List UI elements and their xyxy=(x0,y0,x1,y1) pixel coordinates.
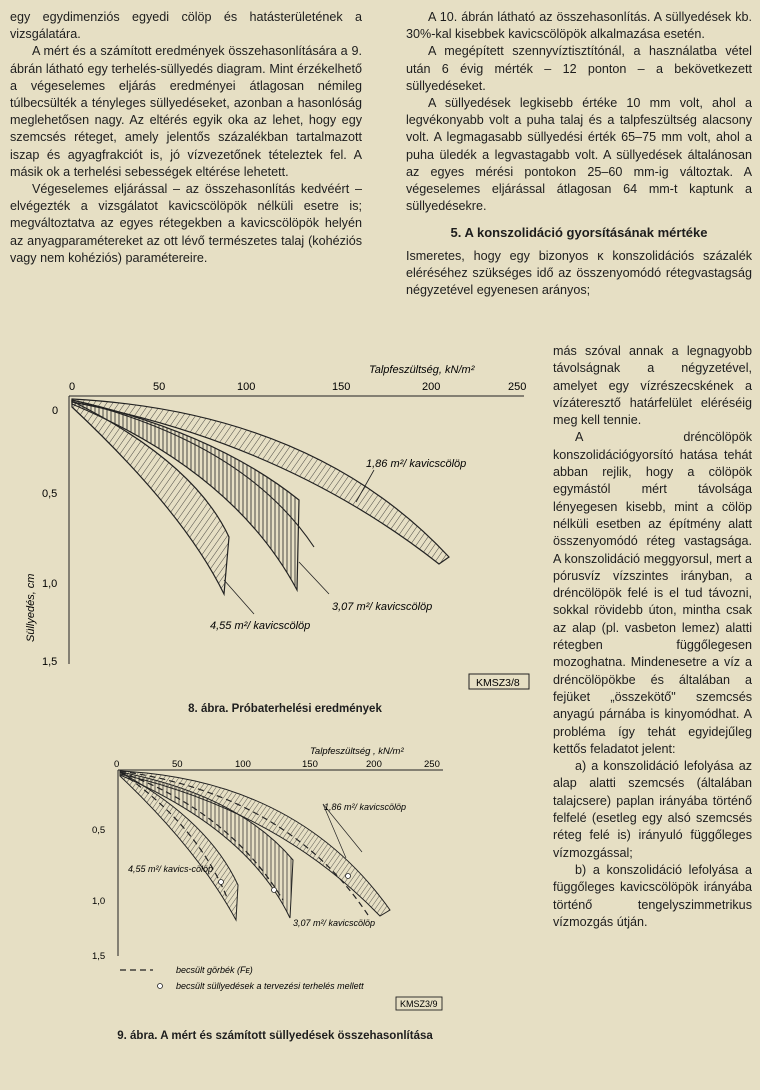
fig9-legend-1: becsült görbék (Fᴇ) xyxy=(176,965,253,975)
right-top-paragraph: A süllyedések legkisebb értéke 10 mm volt, ahol a legvékonyabb volt a puha talaj és a talpfeszültség alacsony volt. A legmagasabb süllyedési érték 65–75 mm volt, ahol a puha üledék a legvastagabb volt. A süllyedések általánosan az egyes mérési pontokon 25–60 mm-ig változtak. A végeselemes eljárással átlagosan 64 mm-t kaptunk a süllyedésekre. xyxy=(406,96,752,214)
left-paragraph: A mért és a számított eredmények összehasonlítására a 9. ábrán látható egy terhelés-süllyedés diagram. Mint érzékelhető a végeselemes eljárás eredményei átlagosan némileg túlbecsülték a tényleges süllyedéseket, azonban a hasonlóság meglehetősen nagy. Az eltérés egyik oka az lehet, hogy egy szemcsés réteget, amely jelentős százalékban tartalmazott iszap és agyagfrakciót is, jó vízvezetőnek tételeztek fel. A másik ok a terhelési sebességek eltérése lehetett. xyxy=(10,44,362,179)
right-flow-column xyxy=(553,343,752,931)
fig9-label-2: 4,55 m²/ kavics-cölöp xyxy=(128,864,214,874)
tick-label: 50 xyxy=(153,381,166,393)
fig9-x-ticks xyxy=(114,759,440,770)
right-text-column xyxy=(406,9,752,299)
fig8-y-label: Süllyedés, cm xyxy=(25,573,37,642)
fig9-y-ticks xyxy=(92,825,105,962)
tick-label: 250 xyxy=(424,759,440,770)
tick-label: 100 xyxy=(237,381,256,393)
right-top-paragraphs xyxy=(406,9,752,215)
tick-label: 1,5 xyxy=(92,951,106,962)
fig8-label-1: 1,86 m²/ kavicscölöp xyxy=(366,458,467,470)
tick-label: 0 xyxy=(52,405,59,417)
left-paragraph: egy egydimenziós egyedi cölöp és hatásterületének a vizsgálatára. xyxy=(10,10,362,42)
tick-label: 1,0 xyxy=(42,578,58,590)
tick-label: 250 xyxy=(508,381,527,393)
tick-label: 0 xyxy=(114,759,120,770)
right-top-paragraph: A 10. ábrán látható az összehasonlítás. A süllyedések kb. 30%-kal kisebbek kavicscölöpök alkalmazása esetén. xyxy=(406,10,752,42)
fig9-label-1: 1,86 m²/ kavicscölöp xyxy=(324,802,407,812)
left-paragraph: Végeselemes eljárással – az összehasonlítás kedvéért – elvégezték a vizsgálatot kavicscölöpök nélküli esetre is; megváltoztatva az egyes rétegekben a kavicscölöpök helyén az anyagparamétereket az ott lévő természetes talaj (kohéziós vagy nem kohéziós) paramétereire. xyxy=(10,182,362,265)
fig9-legend-2: becsült süllyedések a tervezési terhelés mellett xyxy=(176,981,364,991)
right-flow-paragraph: a) a konszolidáció lefolyása az alap alatti szemcsés (általában talajcsere) paplan irányába történő felfelé (esetleg egy alsó szemcsés réteg felé is) irányuló függőleges vízmozgással; xyxy=(553,759,752,860)
tick-label: 0 xyxy=(69,381,76,393)
figure-9-chart xyxy=(78,740,478,1020)
tick-label: 50 xyxy=(172,759,183,770)
tick-label: 150 xyxy=(332,381,351,393)
right-flow-paragraph: A dréncölöpök konszolidációgyorsító hatása tehát abban rejlik, hogy a cölöpök egymástól mért távolsága lényegesen kisebb, mint a cölöp nélküli esetben az építmény alatt összenyomódó réteg vastagsága. A konszolidáció meggyorsul, mert a pórusvíz vízszintes irányban, a dréncölöpök felé is el tud távozni, sokkal rövidebb úton, mintha csak az alap (pl. vasbeton lemez) alatti rétegben függőlegesen mozoghatna. Mindenesetre a víz a dréncölöpökbe és általában a fejüket „összekötő" szemcsés anyagú párnába is kinyomódhat. A probléma így tehát egyidejűleg kettős feladatot jelent: xyxy=(553,430,752,756)
right-flow-paragraph: b) a konszolidáció lefolyása a függőleges kavicscölöpök irányába történő tengelyszimmetrikus vízmozgás útján. xyxy=(553,862,752,929)
tick-label: 200 xyxy=(422,381,441,393)
fig8-x-label: Talpfeszültség, kN/m² xyxy=(369,364,475,376)
fig8-tag: KMSZ3/8 xyxy=(476,677,520,689)
fig9-label-3: 3,07 m²/ kavicscölöp xyxy=(293,918,376,928)
fig8-label-3: 4,55 m²/ kavicscölöp xyxy=(210,620,311,632)
fig9-x-label: Talpfeszültség , kN/m² xyxy=(310,746,404,757)
right-top-paragraph: A megépített szennyvíztisztítónál, a használatba vétel után 6 évig mérték – 12 ponton – a bekövetkezett süllyedéseket. xyxy=(406,44,752,93)
tick-label: 0,5 xyxy=(92,825,106,836)
figure-9-caption: 9. ábra. A mért és számított süllyedések összehasonlítása xyxy=(117,1030,433,1042)
figure-8-chart xyxy=(14,352,544,697)
tick-label: 150 xyxy=(302,759,318,770)
tick-label: 1,0 xyxy=(92,896,106,907)
tick-label: 100 xyxy=(235,759,251,770)
fig8-x-ticks xyxy=(69,381,526,393)
tick-label: 1,5 xyxy=(42,656,58,668)
left-text-column xyxy=(10,9,362,267)
tick-label: 0,5 xyxy=(42,488,58,500)
figure-8-caption: 8. ábra. Próbaterhelési eredmények xyxy=(188,703,382,715)
section-intro: Ismeretes, hogy egy bizonyos κ konszolidációs százalék eléréséhez szükséges idő az összenyomódó rétegvastagság négyzetével egyenesen arányos; xyxy=(406,248,752,298)
section-heading: 5. A konszolidáció gyorsításának mértéke xyxy=(450,225,708,241)
right-flow-paragraph: más szóval annak a legnagyobb távolságnak a négyzetével, amelyet egy vízrészecskének a vízáteresztő határfelület eléréséig meg kell tennie. xyxy=(553,344,752,428)
tick-label: 200 xyxy=(366,759,382,770)
fig8-y-ticks xyxy=(42,405,58,668)
fig9-tag: KMSZ3/9 xyxy=(400,999,438,1009)
fig8-label-2: 3,07 m²/ kavicscölöp xyxy=(332,601,433,613)
